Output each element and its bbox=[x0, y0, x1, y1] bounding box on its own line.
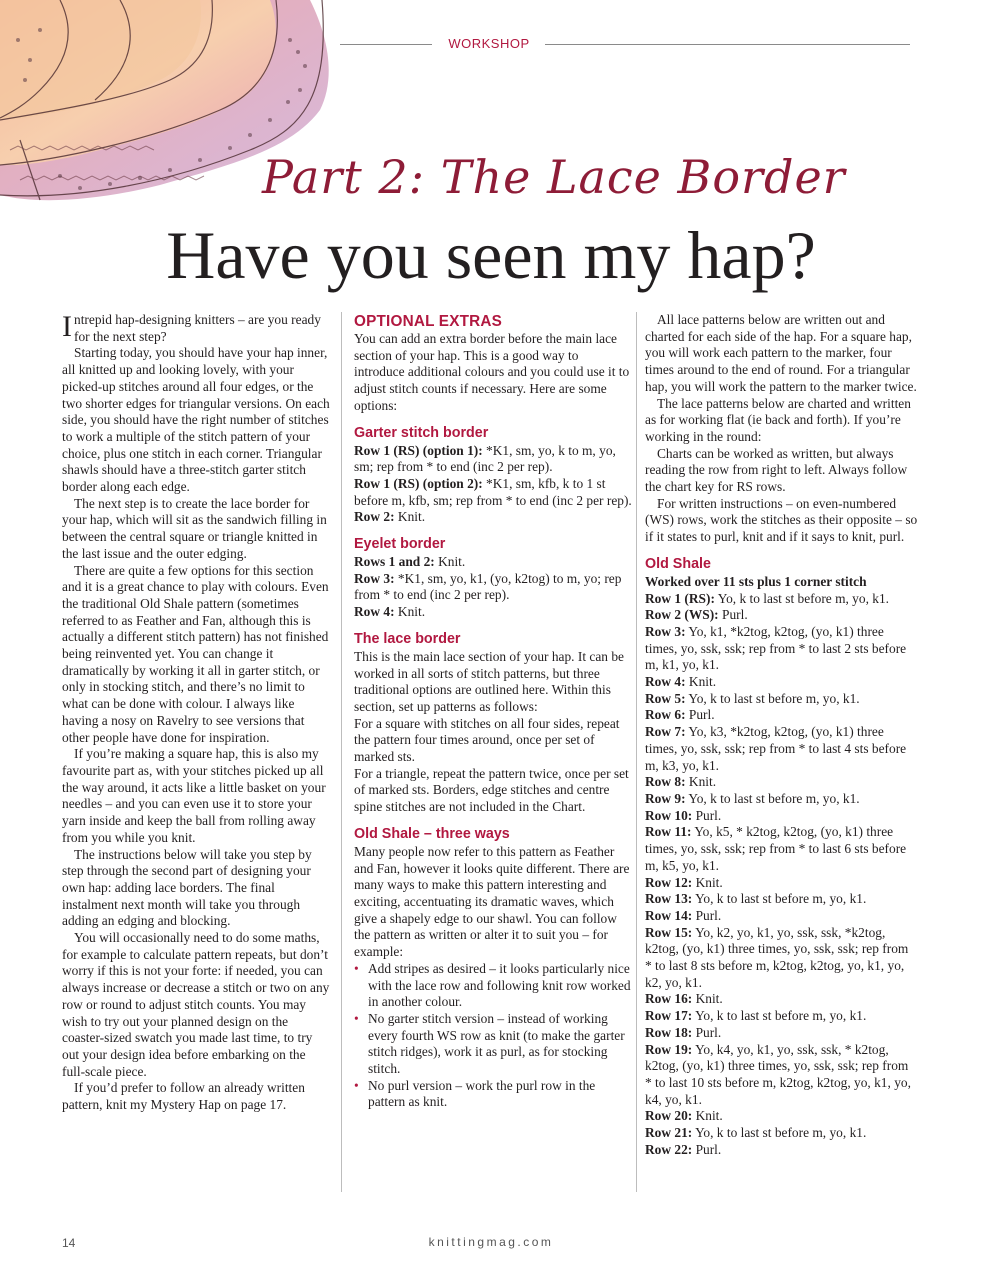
worked-over-note: Worked over 11 sts plus 1 corner stitch bbox=[645, 573, 867, 589]
pattern-row: Row 7: Yo, k3, *k2tog, k2tog, (yo, k1) three times, yo, ssk, ssk; rep from * to last 4 sts before m, k3, yo, k1. bbox=[645, 724, 907, 773]
paragraph: You will occasionally need to do some maths, for example to calculate pattern repeats, but don’t worry if this is not your forte: if needed, you can always increase or decrease a stitch or two on any row or round to adjust stitch counts. You may wish to try out your planned design on the coaster-sized swatch you made last time, to try out your design idea before embarking on the full-scale piece. bbox=[62, 930, 330, 1079]
section-label bbox=[340, 37, 910, 51]
paragraph: Charts can be worked as written, but always reading the row from right to left. Always follow the chart key for RS rows. bbox=[645, 445, 908, 495]
pattern-row: Row 8: Knit. bbox=[645, 774, 717, 790]
pattern-row: Row 9: Yo, k to last st before m, yo, k1. bbox=[645, 790, 860, 806]
divider bbox=[545, 44, 910, 45]
paragraph: For a triangle, repeat the pattern twice, once per set of marked sts. Borders, edge stitches and centre spine stitches are not included in the Chart. bbox=[354, 765, 629, 815]
pattern-row: Row 1 (RS): Yo, k to last st before m, yo, k1. bbox=[645, 590, 889, 606]
pattern-row: Row 11: Yo, k5, * k2tog, k2tog, (yo, k1) three times, yo, ssk, ssk; rep from * to last 6 sts before m, k5, yo, k1. bbox=[645, 824, 907, 873]
pattern-row: Row 18: Purl. bbox=[645, 1024, 722, 1040]
pattern-row: Row 21: Yo, k to last st before m, yo, k1. bbox=[645, 1125, 867, 1141]
eyelet-border-heading: Eyelet border bbox=[354, 536, 446, 553]
column-1 bbox=[62, 312, 330, 1114]
list-item: • No garter stitch version – instead of working every fourth WS row as knit (to make the garter stitch ridges), work it as purl, as for stocking stitch. bbox=[354, 1010, 625, 1077]
instruction-line: Row 1 (RS) (option 1): *K1, sm, yo, k to m, yo, sm; rep from * to end (inc 2 per rep). bbox=[354, 442, 616, 475]
paragraph: For a square with stitches on all four sides, repeat the pattern four times around, once per set of marked sts. bbox=[354, 715, 620, 765]
pattern-row: Row 17: Yo, k to last st before m, yo, k1. bbox=[645, 1008, 867, 1024]
pattern-row: Row 13: Yo, k to last st before m, yo, k1. bbox=[645, 891, 867, 907]
paragraph: The lace patterns below are charted and written as for working flat (ie back and forth). If you’re working in the round: bbox=[645, 395, 911, 444]
list-item: • Add stripes as desired – it looks particularly nice with the lace row and following knit row worked in another colour. bbox=[354, 960, 631, 1010]
bullet-icon: • bbox=[354, 1010, 359, 1026]
column-3 bbox=[645, 312, 918, 1158]
main-title: Have you seen my hap? bbox=[166, 217, 816, 293]
column-2 bbox=[354, 312, 632, 1111]
paragraph: All lace patterns below are written out and charted for each side of the hap. For a square hap, you will work each pattern to the marker, four times around to the end of round. For a triangular hap, you will work the pattern to the marker twice. bbox=[645, 312, 917, 394]
optional-extras-heading: OPTIONAL EXTRAS bbox=[354, 313, 503, 330]
paragraph: You can add an extra border before the main lace section of your hap. This is a good way to introduce additional colours and you could use it to adjust stitch counts if necessary. Here are some options: bbox=[354, 331, 630, 413]
bullet-icon: • bbox=[354, 960, 359, 976]
pattern-row: Row 15: Yo, k2, yo, k1, yo, ssk, ssk, *k2tog, k2tog, (yo, k1) three times, yo, ssk, ssk; rep from * to last 8 sts before m, k2tog, k2tog, yo, k1, yo, k2, yo, k1. bbox=[645, 924, 909, 990]
column-divider bbox=[636, 312, 637, 1192]
pattern-row: Row 6: Purl. bbox=[645, 707, 715, 723]
list-item: • No purl version – work the purl row in the pattern as knit. bbox=[354, 1077, 596, 1110]
pattern-row: Row 5: Yo, k to last st before m, yo, k1. bbox=[645, 690, 860, 706]
instruction-line: Row 1 (RS) (option 2): *K1, sm, kfb, k to 1 st before m, kfb, sm; rep from * to end (inc 2 per rep). bbox=[354, 475, 632, 508]
paragraph: For written instructions – on even-numbered (WS) rows, work the stitches as their opposite – so if it states to purl, knit and if it says to knit, purl. bbox=[645, 495, 918, 545]
garter-border-heading: Garter stitch border bbox=[354, 424, 489, 441]
column-divider bbox=[341, 312, 342, 1192]
instruction-line: Rows 1 and 2: Knit. bbox=[354, 554, 466, 570]
paragraph: Intrepid hap-designing knitters – are you ready for the next step? bbox=[62, 310, 321, 344]
part-title: Part 2: The Lace Border bbox=[262, 150, 846, 204]
pattern-row: Row 16: Knit. bbox=[645, 991, 723, 1007]
old-shale-three-ways-heading: Old Shale – three ways bbox=[354, 825, 510, 842]
paragraph: If you’re making a square hap, this is also my favourite part as, with your stitches picked up all the way around, it acts like a little basket on your needles – and you can even use it to store your yarn inside and keep the ball from rolling away from you while you knit. bbox=[62, 746, 326, 845]
paragraph: Many people now refer to this pattern as Feather and Fan, however it looks quite different. There are many ways to make this pattern interesting and exciting, accentuating its dramatic waves, which give a shapely edge to our shawl. You can follow the pattern as written or alter it to suit you – for example: bbox=[354, 843, 630, 960]
bullet-icon: • bbox=[354, 1077, 359, 1093]
bullet-list bbox=[354, 961, 632, 1111]
pattern-row: Row 22: Purl. bbox=[645, 1141, 722, 1157]
paragraph: Starting today, you should have your hap inner, all knitted up and looking lovely, with your picked-up stitches around all four edges, or the two shorter edges for triangular versions. On each side, you should have the right number of stitches to work a multiple of the stitch pattern of your choice, plus one stitch in each corner. Triangular shawls should have a three-stitch garter stitch border along each edge. bbox=[62, 345, 330, 495]
paragraph: The next step is to create the lace border for your hap, which will sit as the sandwich filling in between the central square or triangle knitted in the last issue and the outer edging. bbox=[62, 495, 327, 561]
pattern-row: Row 3: Yo, k1, *k2tog, k2tog, (yo, k1) three times, yo, ssk, ssk; rep from * to last 2 sts before m, k1, yo, k1. bbox=[645, 623, 907, 673]
paragraph: The instructions below will take you step by step through the second part of designing your own hap: adding lace borders. The final instalment next month will take you through adding an edging and blocking. bbox=[62, 846, 312, 929]
pattern-row: Row 14: Purl. bbox=[645, 907, 722, 923]
paragraph: There are quite a few options for this section and it is a great chance to play with colours. Even the traditional Old Shale pattern (sometimes referred to as Feather and Fan, although this is actually a different stitch pattern) has not finished being reinvented yet. You can change it dramatically by working it all in garter stitch, or only in stocking stitch, and there’s no limit to what can be done with colour. I always like having a nosy on Ravelry to see versions that other people have done for inspiration. bbox=[62, 562, 329, 745]
instruction-line: Row 4: Knit. bbox=[354, 604, 426, 620]
pattern-row: Row 12: Knit. bbox=[645, 874, 723, 890]
page-number: 14 bbox=[62, 1236, 76, 1250]
pattern-row: Row 10: Purl. bbox=[645, 807, 722, 823]
pattern-rows bbox=[645, 591, 918, 1159]
old-shale-heading: Old Shale bbox=[645, 555, 711, 572]
site-url: knittingmag.com bbox=[428, 1235, 554, 1249]
instruction-line: Row 2: Knit. bbox=[354, 509, 426, 525]
divider bbox=[340, 44, 432, 45]
paragraph: This is the main lace section of your hap. It can be worked in all sorts of stitch patterns, but three traditional options are outlined here. Within this section, set up patterns as follows: bbox=[354, 648, 624, 714]
pattern-row: Row 2 (WS): Purl. bbox=[645, 607, 748, 623]
lace-border-heading: The lace border bbox=[354, 630, 461, 647]
pattern-row: Row 19: Yo, k4, yo, k1, yo, ssk, ssk, * k2tog, k2tog, (yo, k1) three times, yo, ssk, ssk; rep from * to last 10 sts before m, k2tog, k2tog, yo, k1, yo, k4, yo, k1. bbox=[645, 1041, 911, 1107]
paragraph: If you’d prefer to follow an already written pattern, knit my Mystery Hap on page 17. bbox=[62, 1080, 305, 1113]
section-label-text: WORKSHOP bbox=[448, 36, 530, 51]
pattern-row: Row 20: Knit. bbox=[645, 1108, 723, 1124]
pattern-row: Row 4: Knit. bbox=[645, 674, 717, 690]
instruction-line: Row 3: *K1, sm, yo, k1, (yo, k2tog) to m, yo; rep from * to end (inc 2 per rep). bbox=[354, 570, 622, 603]
